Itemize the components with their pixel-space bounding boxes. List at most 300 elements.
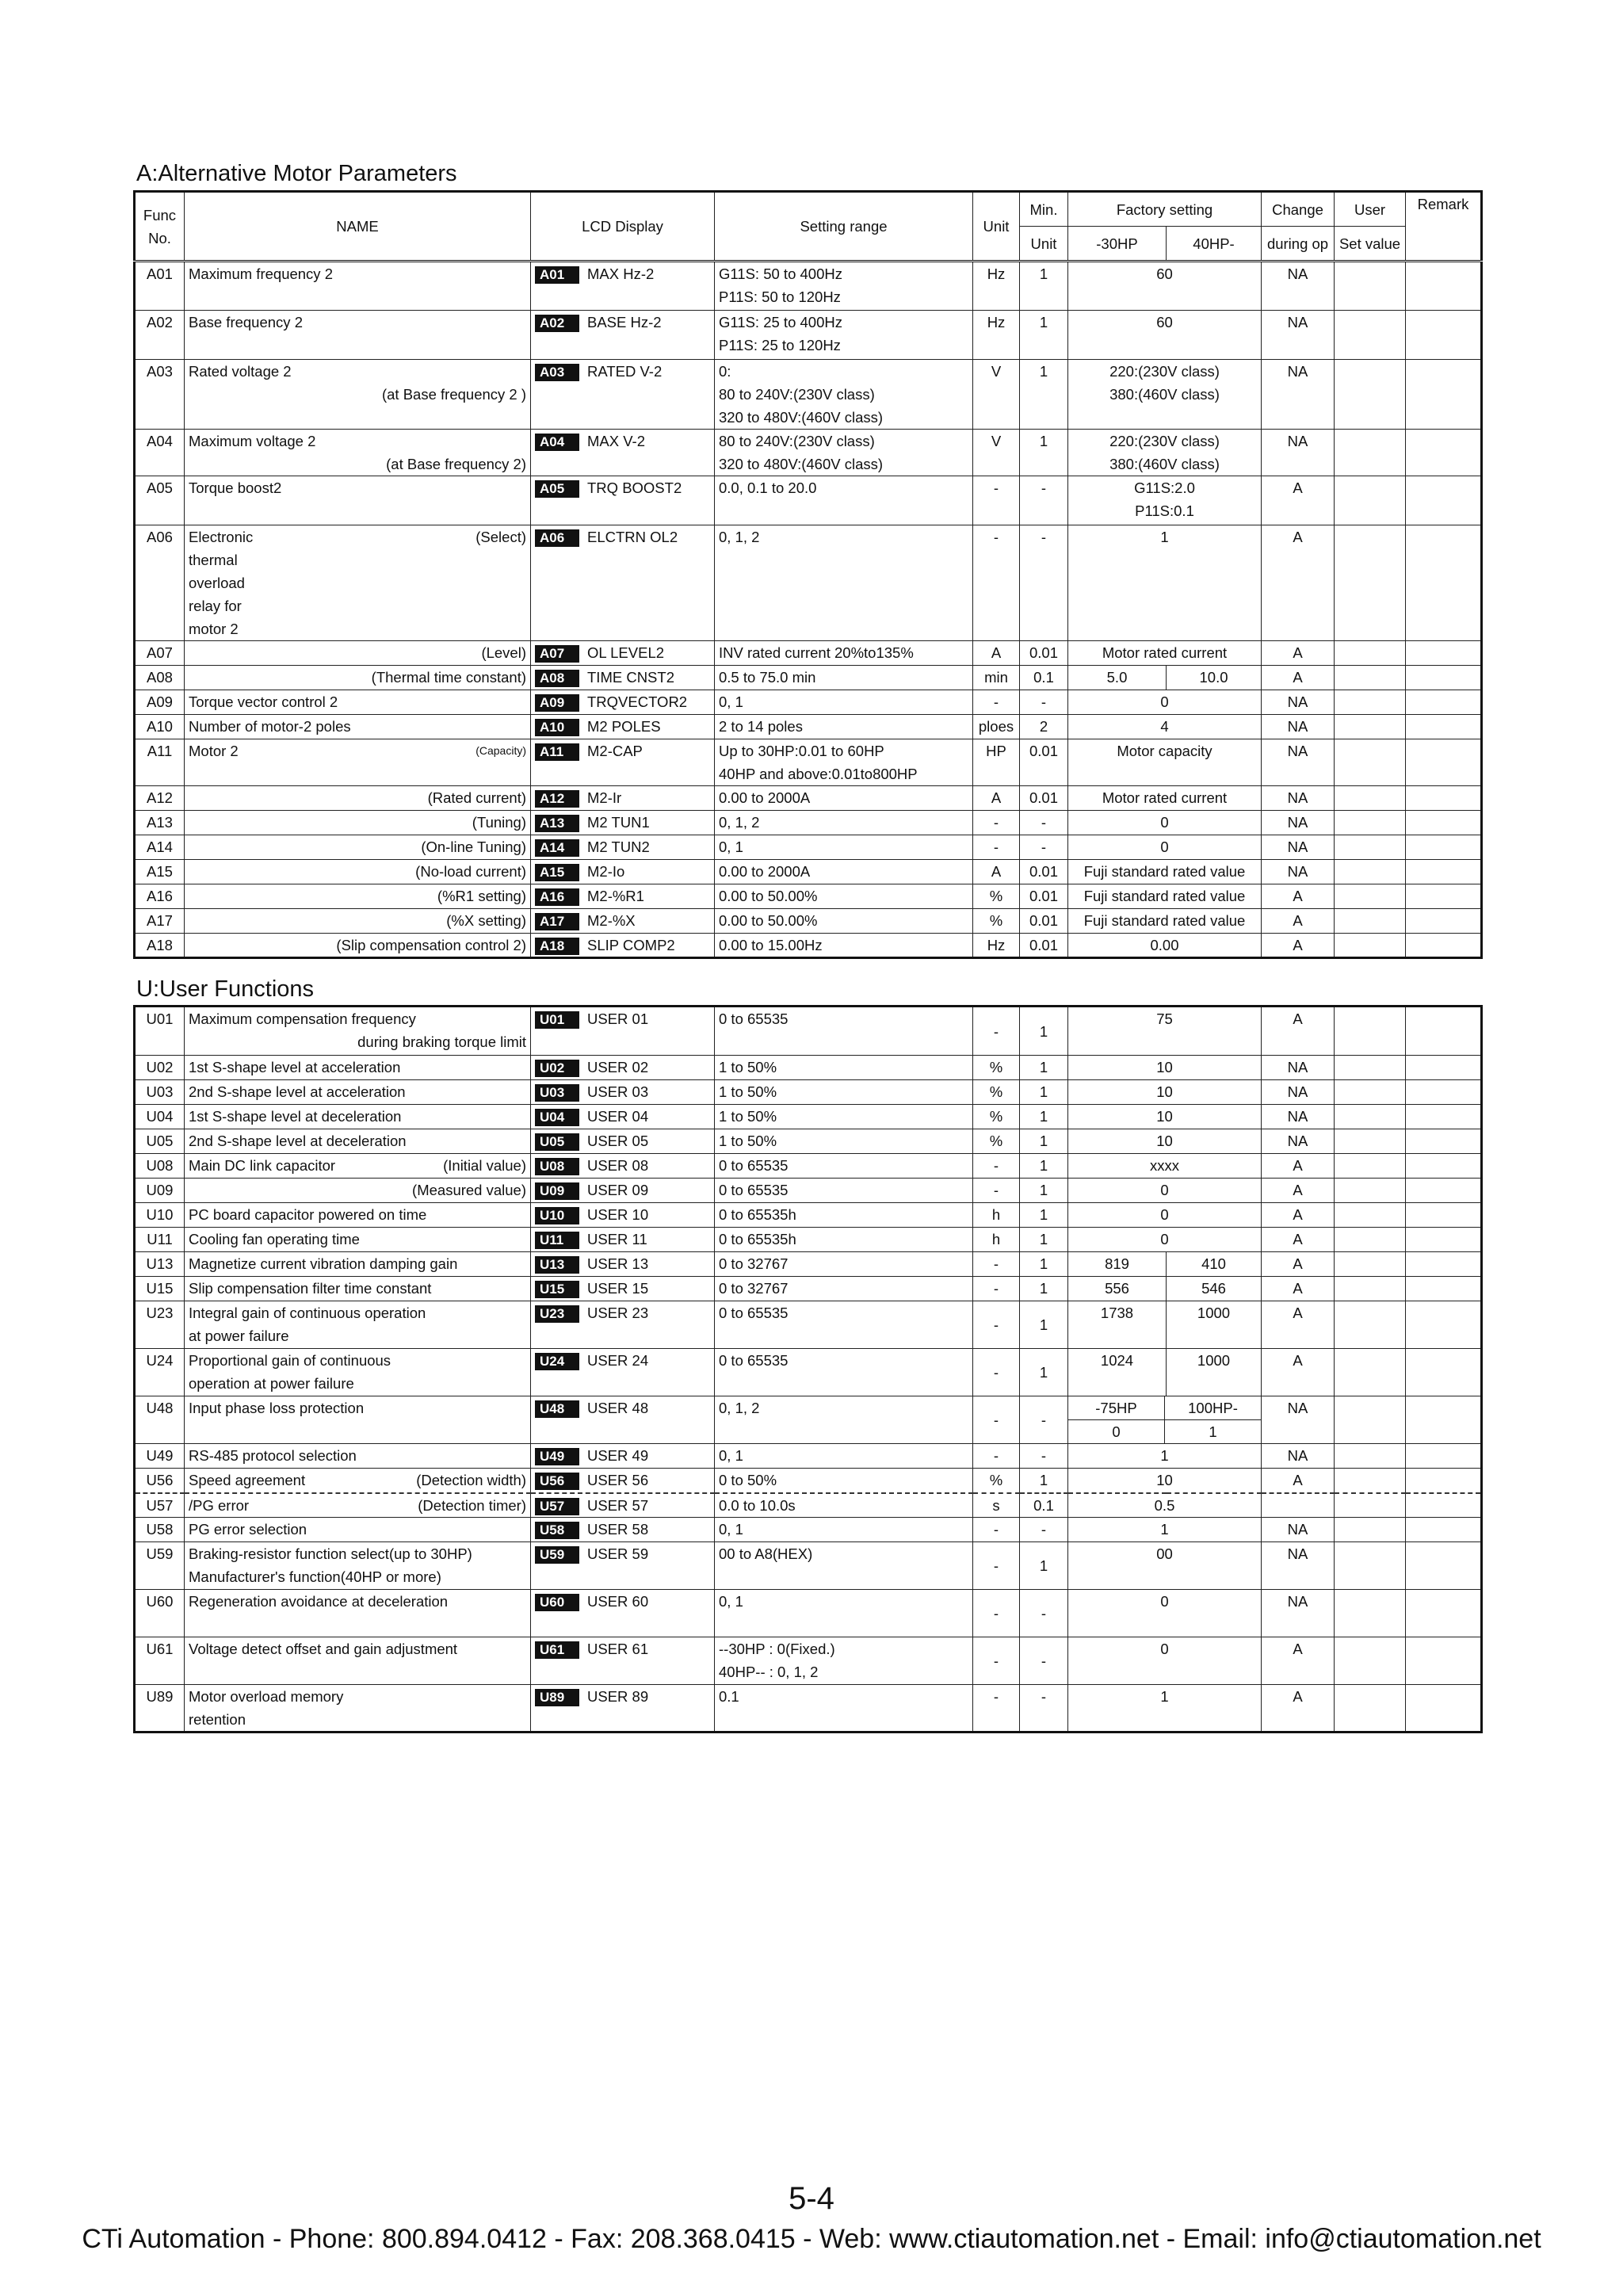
lcd-code: U05 xyxy=(535,1133,579,1151)
param-name-cell xyxy=(185,360,531,430)
min-unit-header: Unit xyxy=(1020,227,1068,262)
func-no: A13 xyxy=(135,811,185,835)
min-unit: 1 xyxy=(1020,1301,1068,1349)
param-row xyxy=(135,1007,1482,1056)
factory-value: Motor rated current xyxy=(1102,644,1228,661)
lcd-text: USER 01 xyxy=(587,1010,649,1027)
unit: - xyxy=(973,690,1020,715)
factory-setting xyxy=(1068,1154,1262,1179)
factory-value: 0 xyxy=(1160,839,1169,855)
param-row xyxy=(135,1493,1482,1518)
lcd-cell xyxy=(531,1179,715,1203)
lcd-cell xyxy=(531,1444,715,1469)
func-no: U57 xyxy=(135,1493,185,1518)
unit: - xyxy=(973,1542,1020,1590)
factory-setting xyxy=(1068,1105,1262,1129)
text-line: 0 to 65535 xyxy=(719,1305,789,1321)
min-unit: 1 xyxy=(1020,360,1068,430)
param-name: Torque vector control 2 xyxy=(189,693,338,710)
lcd-text: USER 60 xyxy=(587,1593,649,1610)
user-set-value[interactable] xyxy=(1335,1277,1406,1301)
param-name-cell xyxy=(185,1228,531,1252)
text-line: 0.1 xyxy=(719,1688,739,1705)
user-set-value[interactable] xyxy=(1335,476,1406,525)
user-set-value[interactable] xyxy=(1335,1203,1406,1228)
min-unit: - xyxy=(1020,1637,1068,1685)
func-no: A07 xyxy=(135,641,185,666)
lcd-code: A12 xyxy=(535,790,579,808)
text-line: 0 to 50% xyxy=(719,1472,777,1488)
param-row xyxy=(135,641,1482,666)
factory-setting xyxy=(1068,739,1262,786)
setting-range xyxy=(715,311,973,360)
change-during-op: NA xyxy=(1262,1518,1335,1542)
unit: - xyxy=(973,811,1020,835)
lcd-cell xyxy=(531,1228,715,1252)
lcd-header: LCD Display xyxy=(531,192,715,262)
lcd-code: A18 xyxy=(535,938,579,955)
remark xyxy=(1406,1301,1482,1349)
param-row xyxy=(135,1518,1482,1542)
factory-value: 60 xyxy=(1156,266,1173,282)
param-name: Maximum compensation frequency xyxy=(189,1010,416,1027)
factory-setting xyxy=(1068,1203,1262,1228)
lcd-cell xyxy=(531,739,715,786)
change-during-op: A xyxy=(1262,525,1335,641)
user-set-value[interactable] xyxy=(1335,690,1406,715)
lcd-code: U89 xyxy=(535,1689,579,1706)
lcd-code: A10 xyxy=(535,719,579,736)
param-name-cell xyxy=(185,525,531,641)
param-row xyxy=(135,1179,1482,1203)
setting-range xyxy=(715,1007,973,1056)
unit: - xyxy=(973,476,1020,525)
change-during-op: NA xyxy=(1262,262,1335,311)
func-no: A09 xyxy=(135,690,185,715)
factory-value: 4 xyxy=(1160,718,1169,735)
func-no: U01 xyxy=(135,1007,185,1056)
user-set-value[interactable] xyxy=(1335,739,1406,786)
user-set-value[interactable] xyxy=(1335,786,1406,811)
unit: s xyxy=(973,1493,1020,1518)
param-name-line2: operation at power failure xyxy=(189,1375,354,1392)
func-no: A17 xyxy=(135,909,185,934)
func-no: U60 xyxy=(135,1590,185,1637)
factory-value: 1 xyxy=(1160,1521,1169,1538)
setting-range xyxy=(715,860,973,884)
lcd-cell xyxy=(531,715,715,739)
min-unit: 0.1 xyxy=(1020,666,1068,690)
change-during-op: A xyxy=(1262,1349,1335,1396)
factory-30hp: 819 xyxy=(1068,1252,1167,1277)
param-name: Integral gain of continuous operation xyxy=(189,1305,426,1321)
lcd-text: USER 08 xyxy=(587,1157,649,1174)
lcd-code: A01 xyxy=(535,266,579,284)
param-name-cell xyxy=(185,1542,531,1590)
factory-setting xyxy=(1068,525,1262,641)
remark xyxy=(1406,1685,1482,1733)
param-name: Braking-resistor function select(up to 30HP) xyxy=(189,1545,472,1562)
user-set-value[interactable] xyxy=(1335,1154,1406,1179)
lcd-code: A08 xyxy=(535,670,579,687)
func-no: A10 xyxy=(135,715,185,739)
unit: V xyxy=(973,360,1020,430)
lcd-code: A14 xyxy=(535,839,579,857)
user-set-value[interactable] xyxy=(1335,666,1406,690)
text-line: relay for xyxy=(189,598,242,614)
user-set-value[interactable] xyxy=(1335,1301,1406,1349)
lcd-text: USER 09 xyxy=(587,1182,649,1198)
text-line: 1 to 50% xyxy=(719,1059,777,1075)
min-unit: 0.01 xyxy=(1020,860,1068,884)
factory-setting xyxy=(1068,1590,1262,1637)
param-row xyxy=(135,835,1482,860)
param-name-cell xyxy=(185,262,531,311)
factory-value: 0.00 xyxy=(1150,937,1179,953)
min-unit: 1 xyxy=(1020,1154,1068,1179)
user-set-value[interactable] xyxy=(1335,1228,1406,1252)
lcd-text: USER 05 xyxy=(587,1133,649,1149)
lcd-code: A02 xyxy=(535,315,579,332)
setting-range xyxy=(715,909,973,934)
param-row xyxy=(135,1469,1482,1493)
setting-range xyxy=(715,476,973,525)
setting-range xyxy=(715,1228,973,1252)
setting-range xyxy=(715,1518,973,1542)
factory-40hp-label: 100HP- xyxy=(1165,1396,1262,1420)
name-qualifier: (Thermal time constant) xyxy=(371,669,526,686)
user-set-value[interactable] xyxy=(1335,860,1406,884)
min-unit: - xyxy=(1020,1685,1068,1733)
param-name-line2: Manufacturer's function(40HP or more) xyxy=(189,1568,441,1585)
text-line: 0.00 to 2000A xyxy=(719,863,811,880)
func-no: U11 xyxy=(135,1228,185,1252)
factory-30hp-header: -30HP xyxy=(1068,227,1167,262)
remark xyxy=(1406,1080,1482,1105)
unit: % xyxy=(973,884,1020,909)
setting-range xyxy=(715,1542,973,1590)
factory-setting xyxy=(1068,715,1262,739)
setting-range xyxy=(715,811,973,835)
lcd-cell xyxy=(531,311,715,360)
param-name: Main DC link capacitor xyxy=(189,1157,336,1174)
change-during-op: NA xyxy=(1262,1129,1335,1154)
func-no: U04 xyxy=(135,1105,185,1129)
lcd-code: A15 xyxy=(535,864,579,881)
setting-range xyxy=(715,360,973,430)
user-set-value[interactable] xyxy=(1335,715,1406,739)
user-set-value[interactable] xyxy=(1335,1349,1406,1396)
remark xyxy=(1406,884,1482,909)
factory-30hp: 1738 xyxy=(1068,1301,1167,1349)
lcd-code: U23 xyxy=(535,1305,579,1323)
change-during-op: A xyxy=(1262,1179,1335,1203)
min-unit: 0.01 xyxy=(1020,786,1068,811)
range-header: Setting range xyxy=(715,192,973,262)
func-no: U09 xyxy=(135,1179,185,1203)
text-line: INV rated current 20%to135% xyxy=(719,644,914,661)
param-name: Speed agreement xyxy=(189,1472,306,1488)
text-line: 2 to 14 poles xyxy=(719,718,803,735)
lcd-text: M2 TUN1 xyxy=(587,814,650,831)
param-name-cell xyxy=(185,476,531,525)
lcd-text: M2 TUN2 xyxy=(587,839,650,855)
setting-range xyxy=(715,430,973,476)
user-set-value[interactable] xyxy=(1335,1590,1406,1637)
min-unit: 0.01 xyxy=(1020,739,1068,786)
unit: h xyxy=(973,1228,1020,1252)
factory-setting xyxy=(1068,641,1262,666)
param-row xyxy=(135,934,1482,958)
func-no: A15 xyxy=(135,860,185,884)
param-row xyxy=(135,1590,1482,1637)
func-no: U49 xyxy=(135,1444,185,1469)
factory-value: 0 xyxy=(1160,1593,1169,1610)
unit: % xyxy=(973,1129,1020,1154)
lcd-text: M2-%R1 xyxy=(587,888,644,904)
text-line: 220:(230V class) xyxy=(1109,363,1220,380)
lcd-cell xyxy=(531,1105,715,1129)
factory-40hp: 546 xyxy=(1167,1277,1262,1301)
param-row xyxy=(135,1252,1482,1277)
text-line: P11S:0.1 xyxy=(1135,502,1194,519)
factory-setting xyxy=(1068,1080,1262,1105)
func-no: A05 xyxy=(135,476,185,525)
min-unit: 2 xyxy=(1020,715,1068,739)
lcd-code: U59 xyxy=(535,1546,579,1564)
factory-setting xyxy=(1068,934,1262,958)
user-set-value[interactable] xyxy=(1335,1252,1406,1277)
lcd-cell xyxy=(531,1349,715,1396)
user-set-value[interactable] xyxy=(1335,1129,1406,1154)
factory-header: Factory setting xyxy=(1068,192,1262,227)
factory-value: 10 xyxy=(1156,1108,1173,1125)
lcd-text: MAX Hz-2 xyxy=(587,266,655,282)
name-qualifier: (Select) xyxy=(475,529,526,545)
remark xyxy=(1406,1637,1482,1685)
user-set-value[interactable] xyxy=(1335,262,1406,311)
user-set-value[interactable] xyxy=(1335,1518,1406,1542)
user-set-value[interactable] xyxy=(1335,1637,1406,1685)
header-row xyxy=(135,192,1482,227)
lcd-text: USER 11 xyxy=(587,1231,647,1247)
lcd-cell xyxy=(531,1129,715,1154)
user-set-value[interactable] xyxy=(1335,1179,1406,1203)
factory-40hp: 1000 xyxy=(1167,1349,1262,1396)
user-set-value[interactable] xyxy=(1335,1396,1406,1444)
func-no: A01 xyxy=(135,262,185,311)
lcd-cell xyxy=(531,884,715,909)
min-header: Min. xyxy=(1020,192,1068,227)
change-during-op: NA xyxy=(1262,860,1335,884)
user-set-value[interactable] xyxy=(1335,360,1406,430)
unit: - xyxy=(973,835,1020,860)
min-unit: - xyxy=(1020,690,1068,715)
param-row xyxy=(135,1444,1482,1469)
user-set-value[interactable] xyxy=(1335,1007,1406,1056)
param-row xyxy=(135,1228,1482,1252)
setting-range xyxy=(715,1203,973,1228)
text-line: 220:(230V class) xyxy=(1109,433,1220,449)
change-during-op: A xyxy=(1262,476,1335,525)
lcd-code: U58 xyxy=(535,1522,579,1539)
param-name-line2: (at Base frequency 2) xyxy=(386,456,526,472)
text-line: 0.00 to 2000A xyxy=(719,789,811,806)
user-set-value[interactable] xyxy=(1335,835,1406,860)
param-name-cell xyxy=(185,1179,531,1203)
user-set-value[interactable] xyxy=(1335,1685,1406,1733)
user-set-value[interactable] xyxy=(1335,1542,1406,1590)
lcd-cell xyxy=(531,1469,715,1493)
factory-40hp: 1 xyxy=(1165,1420,1262,1444)
no-header: No. xyxy=(148,229,171,246)
lcd-code: U48 xyxy=(535,1400,579,1418)
user-set-value[interactable] xyxy=(1335,430,1406,476)
change-during-op: A xyxy=(1262,666,1335,690)
change-during-op: NA xyxy=(1262,811,1335,835)
name-qualifier: (Detection timer) xyxy=(418,1496,526,1514)
factory-30hp: 0 xyxy=(1112,1423,1121,1440)
func-no: U15 xyxy=(135,1277,185,1301)
factory-setting xyxy=(1068,360,1262,430)
factory-setting xyxy=(1068,430,1262,476)
user-set-value[interactable] xyxy=(1335,525,1406,641)
factory-value: 1 xyxy=(1160,1447,1169,1464)
setting-range xyxy=(715,1493,973,1518)
func-no: U48 xyxy=(135,1396,185,1444)
param-name-cell xyxy=(185,860,531,884)
name-qualifier: (Measured value) xyxy=(412,1182,526,1198)
change-during-op: A xyxy=(1262,641,1335,666)
change-during-op: A xyxy=(1262,1685,1335,1733)
change-during-op: A xyxy=(1262,1154,1335,1179)
user-set-value[interactable] xyxy=(1335,1493,1406,1518)
lcd-code: U56 xyxy=(535,1473,579,1490)
lcd-cell xyxy=(531,525,715,641)
factory-setting xyxy=(1068,476,1262,525)
change-during-op: A xyxy=(1262,1007,1335,1056)
lcd-code: U60 xyxy=(535,1594,579,1611)
param-row xyxy=(135,909,1482,934)
lcd-text: USER 24 xyxy=(587,1352,649,1369)
text-line: 0, 1 xyxy=(719,839,743,855)
min-unit: 0.01 xyxy=(1020,934,1068,958)
param-name: Regeneration avoidance at deceleration xyxy=(189,1593,449,1610)
min-unit: 0.01 xyxy=(1020,641,1068,666)
param-row xyxy=(135,1542,1482,1590)
user-set-value[interactable] xyxy=(1335,311,1406,360)
text-line: 0.00 to 50.00% xyxy=(719,912,818,929)
param-row xyxy=(135,1301,1482,1349)
param-name-cell xyxy=(185,430,531,476)
setting-range xyxy=(715,1129,973,1154)
unit: - xyxy=(973,1590,1020,1637)
text-line: 0, 1, 2 xyxy=(719,814,760,831)
remark xyxy=(1406,1396,1482,1444)
lcd-cell xyxy=(531,1277,715,1301)
user-set-value[interactable] xyxy=(1335,884,1406,909)
lcd-code: A03 xyxy=(535,364,579,381)
func-no: A16 xyxy=(135,884,185,909)
remark xyxy=(1406,262,1482,311)
setting-range xyxy=(715,884,973,909)
lcd-code: U09 xyxy=(535,1182,579,1200)
change-during-op: A xyxy=(1262,1637,1335,1685)
unit: % xyxy=(973,909,1020,934)
text-line: 0 to 65535 xyxy=(719,1010,789,1027)
unit: - xyxy=(973,1518,1020,1542)
unit-header: Unit xyxy=(973,192,1020,262)
change-during-op: A xyxy=(1262,1203,1335,1228)
param-name: Motor 2 xyxy=(189,743,239,759)
text-line: 0.0, 0.1 to 20.0 xyxy=(719,479,817,496)
user-set-value[interactable] xyxy=(1335,934,1406,958)
text-line: 0, 1 xyxy=(719,1521,743,1538)
factory-value: 75 xyxy=(1156,1010,1173,1027)
param-name-cell xyxy=(185,690,531,715)
user-set-value[interactable] xyxy=(1335,811,1406,835)
user-set-value[interactable] xyxy=(1335,1105,1406,1129)
func-no: U02 xyxy=(135,1056,185,1080)
min-unit: - xyxy=(1020,811,1068,835)
change-during-op: NA xyxy=(1262,739,1335,786)
text-line: 0, 1 xyxy=(719,1447,743,1464)
remark xyxy=(1406,690,1482,715)
unit: - xyxy=(973,1252,1020,1277)
func-no: A18 xyxy=(135,934,185,958)
setting-range xyxy=(715,1154,973,1179)
user-set-value[interactable] xyxy=(1335,909,1406,934)
lcd-code: U04 xyxy=(535,1109,579,1126)
factory-value: 10 xyxy=(1156,1083,1173,1100)
name-qualifier: (Rated current) xyxy=(427,789,526,806)
unit: min xyxy=(973,666,1020,690)
param-row xyxy=(135,1349,1482,1396)
text-line: motor 2 xyxy=(189,621,239,637)
func-no: A11 xyxy=(135,739,185,786)
param-name-cell xyxy=(185,835,531,860)
setting-range xyxy=(715,1301,973,1349)
remark xyxy=(1406,909,1482,934)
param-name-cell xyxy=(185,1252,531,1277)
user-set-value[interactable] xyxy=(1335,1080,1406,1105)
lcd-cell xyxy=(531,934,715,958)
param-row xyxy=(135,476,1482,525)
lcd-text: USER 02 xyxy=(587,1059,649,1075)
factory-30hp: 1024 xyxy=(1068,1349,1167,1396)
remark xyxy=(1406,1444,1482,1469)
unit: - xyxy=(973,1277,1020,1301)
text-line: 0 to 32767 xyxy=(719,1255,789,1272)
user-set-value[interactable] xyxy=(1335,1444,1406,1469)
lcd-cell xyxy=(531,1637,715,1685)
unit: % xyxy=(973,1080,1020,1105)
setting-range xyxy=(715,690,973,715)
param-name-cell xyxy=(185,666,531,690)
user-set-value[interactable] xyxy=(1335,641,1406,666)
unit: HP xyxy=(973,739,1020,786)
param-name: Rated voltage 2 xyxy=(189,363,292,380)
func-no: A12 xyxy=(135,786,185,811)
factory-setting xyxy=(1068,1056,1262,1080)
factory-30hp-label: -75HP xyxy=(1095,1400,1137,1416)
user-set-value[interactable] xyxy=(1335,1469,1406,1493)
change-during-op: A xyxy=(1262,1228,1335,1252)
text-line: 0 to 65535 xyxy=(719,1182,789,1198)
unit: - xyxy=(973,1301,1020,1349)
factory-setting xyxy=(1068,1637,1262,1685)
user-set-value[interactable] xyxy=(1335,1056,1406,1080)
